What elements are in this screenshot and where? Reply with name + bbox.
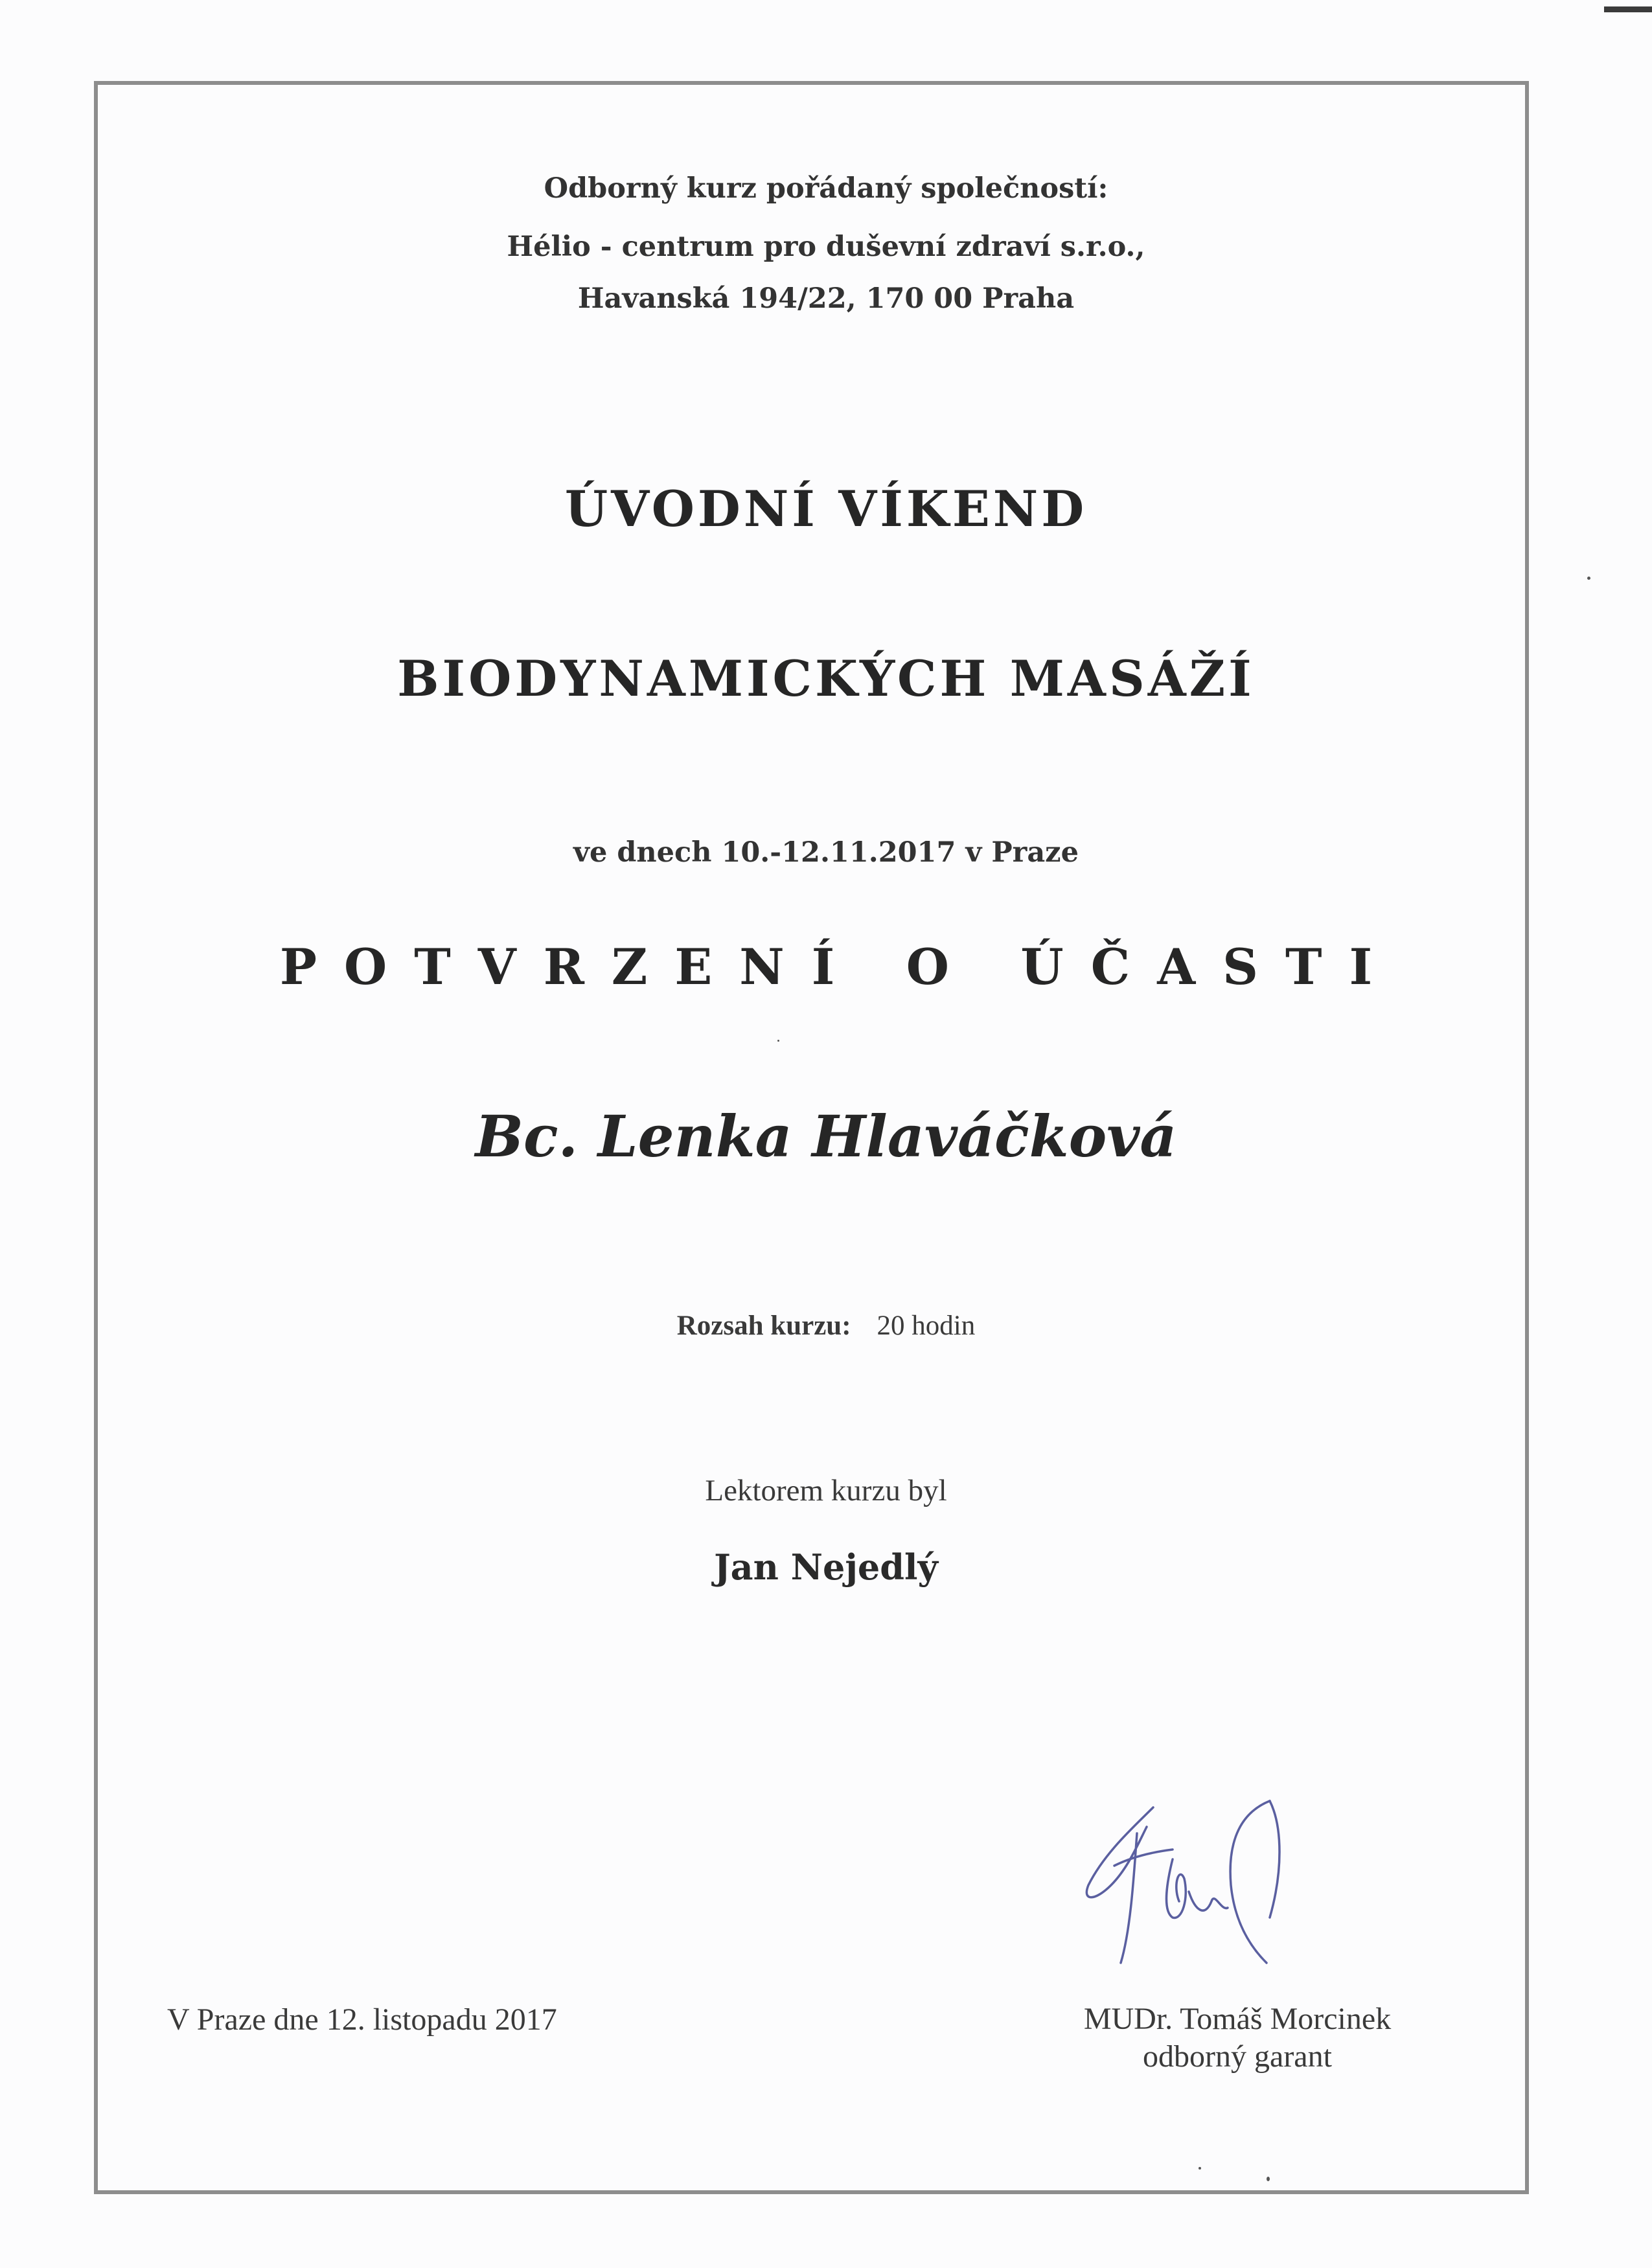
scan-speck [1587,577,1590,580]
scan-edge-mark [1604,6,1652,12]
guarantor-name: MUDr. Tomáš Morcinek [1083,2002,1392,2036]
lecturer-name: Jan Nejedlý [714,1546,938,1588]
scan-speck [777,1040,779,1042]
participant-name: Bc. Lenka Hlaváčková [475,1103,1177,1170]
course-title-line-2: BIODYNAMICKÝCH MASÁŽÍ [397,650,1255,707]
scope-label: Rozsah kurzu: [676,1311,851,1341]
course-dates: ve dnech 10.-12.11.2017 v Praze [573,836,1079,869]
scope-value: 20 hodin [877,1311,976,1341]
handwritten-signature-icon [1075,1788,1289,1976]
lecturer-label: Lektorem kurzu byl [705,1474,947,1507]
place-and-date: V Praze dne 12. listopadu 2017 [167,2002,557,2037]
guarantor-role: odborný garant [1143,2039,1332,2074]
organizer-line-1: Odborný kurz pořádaný společností: [544,172,1108,205]
organizer-address: Havanská 194/22, 170 00 Praha [577,282,1075,315]
confirmation-heading: POTVRZENÍ O ÚČASTI [279,938,1400,996]
guarantor-block [1024,2000,1451,2075]
scan-speck [1199,2167,1201,2170]
course-title-line-1: ÚVODNÍ VÍKEND [564,480,1088,538]
course-scope [0,1312,1652,1340]
organizer-line-2: Hélio - centrum pro duševní zdraví s.r.o., [507,231,1145,263]
scan-speck [1267,2177,1270,2181]
